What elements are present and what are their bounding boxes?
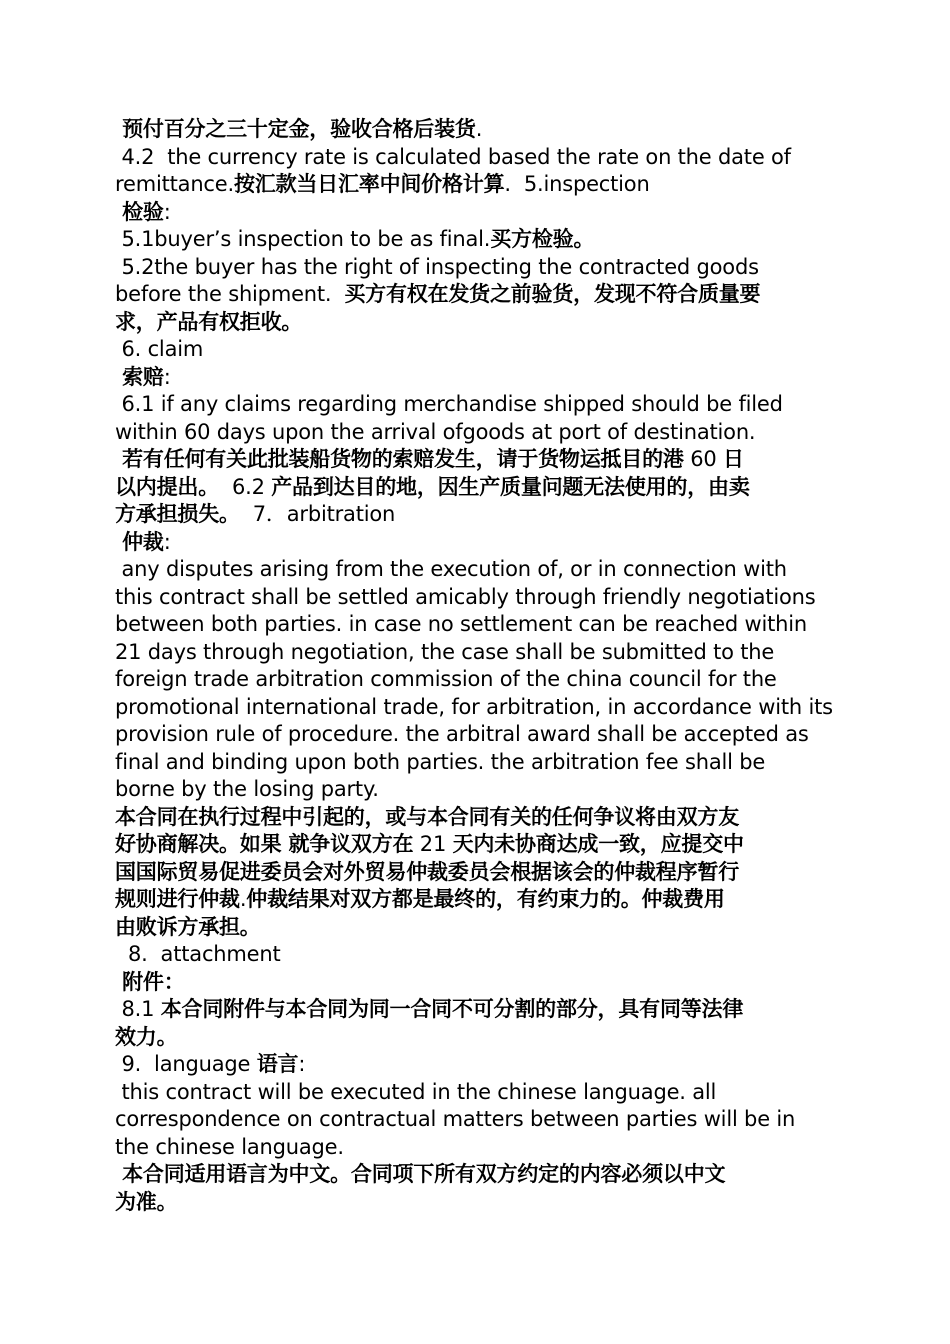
text-run: : (163, 364, 171, 389)
document-line (115, 1161, 840, 1189)
bold-text-run: 由败诉方承担。 (115, 914, 261, 939)
document-line (115, 639, 840, 667)
document-line (115, 941, 840, 969)
bold-text-run: 索赔 (115, 364, 164, 389)
text-run: 4.2 the currency rate is calculated based the rate on the date of (115, 144, 791, 169)
text-run: 7．arbitration (239, 502, 396, 526)
text-run: within 60 days upon the arrival ofgoods at port of destination. (115, 419, 756, 444)
document-line (115, 199, 840, 227)
document-line (115, 446, 840, 474)
text-run: 6.1 if any claims regarding merchandise shipped should be filed (115, 392, 783, 416)
document-line (115, 996, 840, 1024)
bold-text-run: 求，产品有权拒收。 (115, 309, 303, 334)
document-line (115, 969, 840, 997)
document-line (115, 529, 840, 557)
text-run: 8.1 (115, 997, 161, 1021)
text-run: 5.2the buyer has the right of inspecting the contracted goods (115, 254, 759, 279)
document-line (115, 556, 840, 584)
bold-text-run: 天内未协商达成一致，应提交中 (452, 832, 744, 856)
document-line (115, 666, 840, 694)
bold-text-run: 仲裁 (115, 529, 164, 554)
bold-text-run: 买方检验。 (490, 227, 595, 251)
document-line (115, 281, 840, 309)
text-run: promotional international trade, for arbitration, in accordance with its (115, 694, 833, 719)
document-body (115, 116, 840, 1216)
text-run: : (163, 199, 171, 224)
document-line (115, 886, 840, 914)
text-run: 6.2 (219, 474, 272, 499)
text-run: 8. attachment (115, 942, 281, 966)
text-run: 21 days through negotiation, the case shall be submitted to the (115, 639, 775, 664)
text-run: 5.1buyer’s inspection to be as final. (115, 227, 491, 251)
document-line (115, 694, 840, 722)
document-line (115, 116, 840, 144)
document-line (115, 914, 840, 942)
text-run: this contract shall be settled amicably through friendly negotiations (115, 584, 816, 609)
text-run: . 5.inspection (504, 172, 650, 196)
document-line (115, 171, 840, 199)
document-line (115, 309, 840, 337)
text-run: final and binding upon both parties. the arbitration fee shall be (115, 749, 766, 774)
document-line (115, 419, 840, 447)
text-run: 6. claim (115, 337, 204, 361)
document-line (115, 336, 840, 364)
text-run: 60 (683, 447, 723, 471)
text-run: 9. language (115, 1052, 257, 1076)
bold-text-run: 本合同适用语言为中文。合同项下所有双方约定的内容必须以中文 (115, 1162, 726, 1186)
bold-text-run: 预付百分之三十定金，验收合格后装货 (115, 117, 476, 141)
text-run: borne by the losing party. (115, 777, 379, 801)
document-line (115, 1134, 840, 1162)
document-line (115, 391, 840, 419)
bold-text-run: 为准。 (115, 1189, 178, 1214)
document-line (115, 831, 840, 859)
text-run: : (298, 1052, 306, 1076)
bold-text-run: 好协商解决。如果 就争议双方在 (115, 832, 414, 856)
document-line (115, 749, 840, 777)
bold-text-run: 检验 (115, 199, 164, 224)
text-run: any disputes arising from the execution of, or in connection with (115, 557, 787, 581)
text-run: . (475, 117, 483, 141)
document-line (115, 1079, 840, 1107)
text-run: the chinese language. (115, 1134, 344, 1159)
bold-text-run: 方承担损失。 (115, 502, 240, 526)
text-run: this contract will be executed in the chinese language. all (115, 1079, 717, 1104)
document-line (115, 611, 840, 639)
text-run: 21 (413, 832, 453, 856)
bold-text-run: 规则进行仲裁 (115, 887, 240, 911)
document-line (115, 226, 840, 254)
bold-text-run: 日 (723, 447, 744, 471)
document-line (115, 776, 840, 804)
document-line (115, 1189, 840, 1217)
text-run: between both parties. in case no settlement can be reached within (115, 612, 808, 636)
document-line (115, 1106, 840, 1134)
document-line (115, 721, 840, 749)
text-run: foreign trade arbitration commission of the china council for the (115, 667, 777, 691)
text-run: provision rule of procedure. the arbitral award shall be accepted as (115, 722, 809, 746)
bold-text-run: 附件： (115, 969, 185, 994)
text-run: remittance. (115, 172, 234, 196)
text-run: correspondence on contractual matters between parties will be in (115, 1107, 796, 1131)
text-run: : (163, 529, 171, 554)
document-line (115, 501, 840, 529)
bold-text-run: 若有任何有关此批装船货物的索赔发生，请于货物运抵目的港 (115, 447, 684, 471)
document-line (115, 859, 840, 887)
bold-text-run: 产品到达目的地，因生产质量问题无法使用的，由卖 (271, 474, 750, 499)
document-line (115, 584, 840, 612)
bold-text-run: 以内提出。 (115, 474, 219, 499)
bold-text-run: 仲裁结果对双方都是最终的，有约束力的。仲裁费用 (246, 887, 725, 911)
bold-text-run: 国国际贸易促进委员会对外贸易仲裁委员会根据该会的仲裁程序暂行 (115, 859, 739, 884)
bold-text-run: 本合同在执行过程中引起的，或与本合同有关的任何争议将由双方友 (115, 804, 739, 829)
document-line (115, 1024, 840, 1052)
document-line (115, 254, 840, 282)
bold-text-run: 买方有权在发货之前验货，发现不符合质量要 (344, 282, 761, 306)
bold-text-run: 按汇款当日汇率中间价格计算 (233, 172, 505, 196)
document-line (115, 1051, 840, 1079)
text-run: before the shipment. (115, 282, 345, 306)
bold-text-run: 本合同附件与本合同为同一合同不可分割的部分，具有同等法律 (160, 997, 744, 1021)
text-run: . (239, 887, 247, 911)
document-line (115, 144, 840, 172)
document-line (115, 364, 840, 392)
bold-text-run: 语言 (256, 1052, 299, 1076)
bold-text-run: 效力。 (115, 1024, 178, 1049)
document-line (115, 804, 840, 832)
document-line (115, 474, 840, 502)
